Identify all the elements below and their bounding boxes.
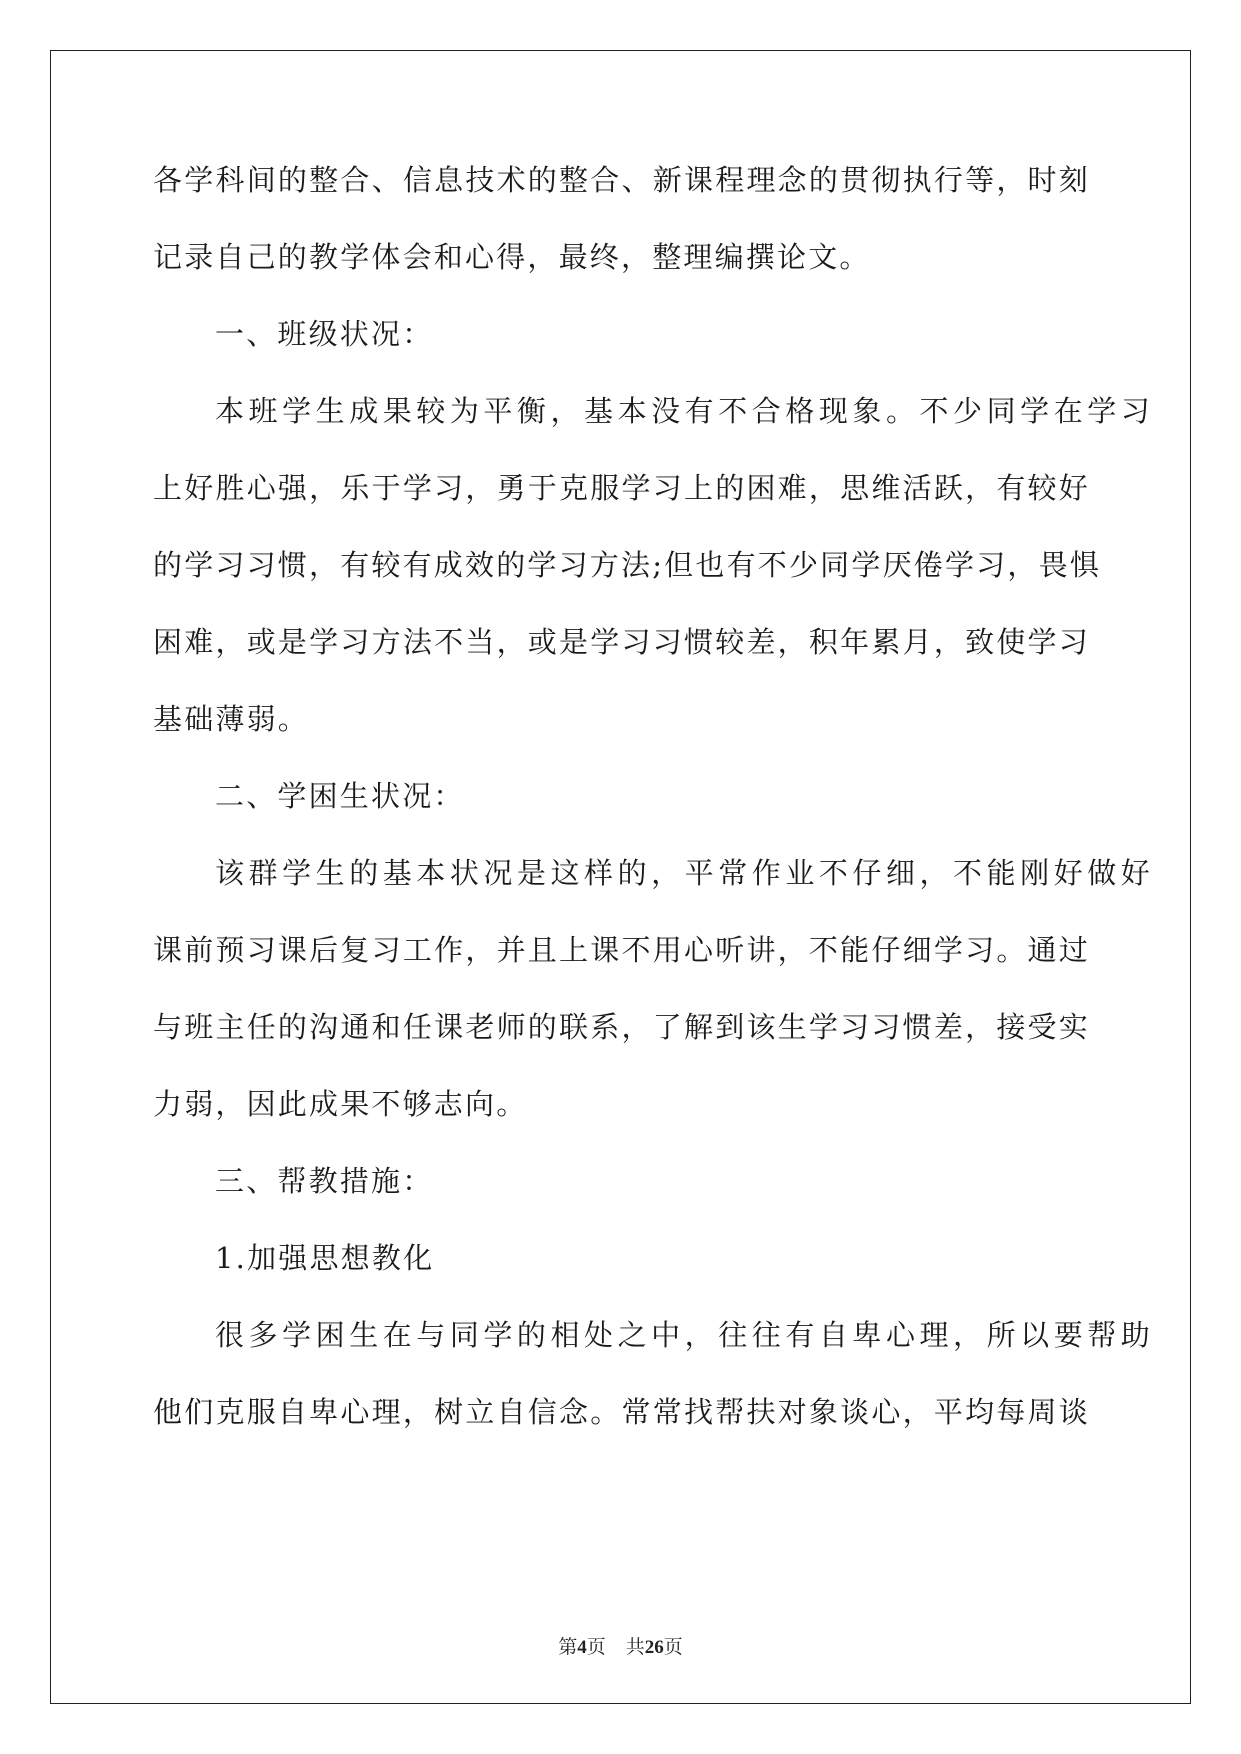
total-suffix: 页	[663, 1636, 683, 1658]
text-line: 各学科间的整合、信息技术的整合、新课程理念的贯彻执行等，时刻	[153, 163, 1090, 197]
text-line: 他们克服自卑心理，树立自信念。常常找帮扶对象谈心，平均每周谈	[153, 1395, 1090, 1429]
page-footer	[0, 1632, 1241, 1659]
text-line: 力弱，因此成果不够志向。	[153, 1087, 528, 1121]
text-line: 很多学困生在与同学的相处之中，往往有自卑心理，所以要帮助	[215, 1318, 1152, 1352]
text-line: 本班学生成果较为平衡，基本没有不合格现象。不少同学在学习	[215, 394, 1152, 428]
page-total: 26	[644, 1637, 664, 1658]
text-line: 记录自己的教学体会和心得，最终，整理编撰论文。	[153, 240, 871, 274]
text-line: 与班主任的沟通和任课老师的联系，了解到该生学习习惯差，接受实	[153, 1010, 1090, 1044]
text-line: 基础薄弱。	[153, 702, 310, 736]
section-heading: 一、班级状况：	[215, 317, 434, 351]
text-line: 该群学生的基本状况是这样的，平常作业不仔细，不能刚好做好	[215, 856, 1152, 890]
page-current: 4	[577, 1637, 587, 1658]
section-heading: 二、学困生状况：	[215, 779, 465, 813]
page-prefix: 第	[558, 1636, 578, 1658]
page-suffix: 页	[586, 1636, 606, 1658]
text-line: 上好胜心强，乐于学习，勇于克服学习上的困难，思维活跃，有较好	[153, 471, 1090, 505]
subsection-heading: 1.加强思想教化	[215, 1241, 435, 1275]
text-line: 困难，或是学习方法不当，或是学习习惯较差，积年累月，致使学习	[153, 625, 1090, 659]
text-line: 的学习习惯，有较有成效的学习方法;但也有不少同学厌倦学习，畏惧	[153, 548, 1101, 582]
section-heading: 三、帮教措施：	[215, 1164, 434, 1198]
total-prefix: 共	[625, 1636, 645, 1658]
text-line: 课前预习课后复习工作，并且上课不用心听讲，不能仔细学习。通过	[153, 933, 1090, 967]
